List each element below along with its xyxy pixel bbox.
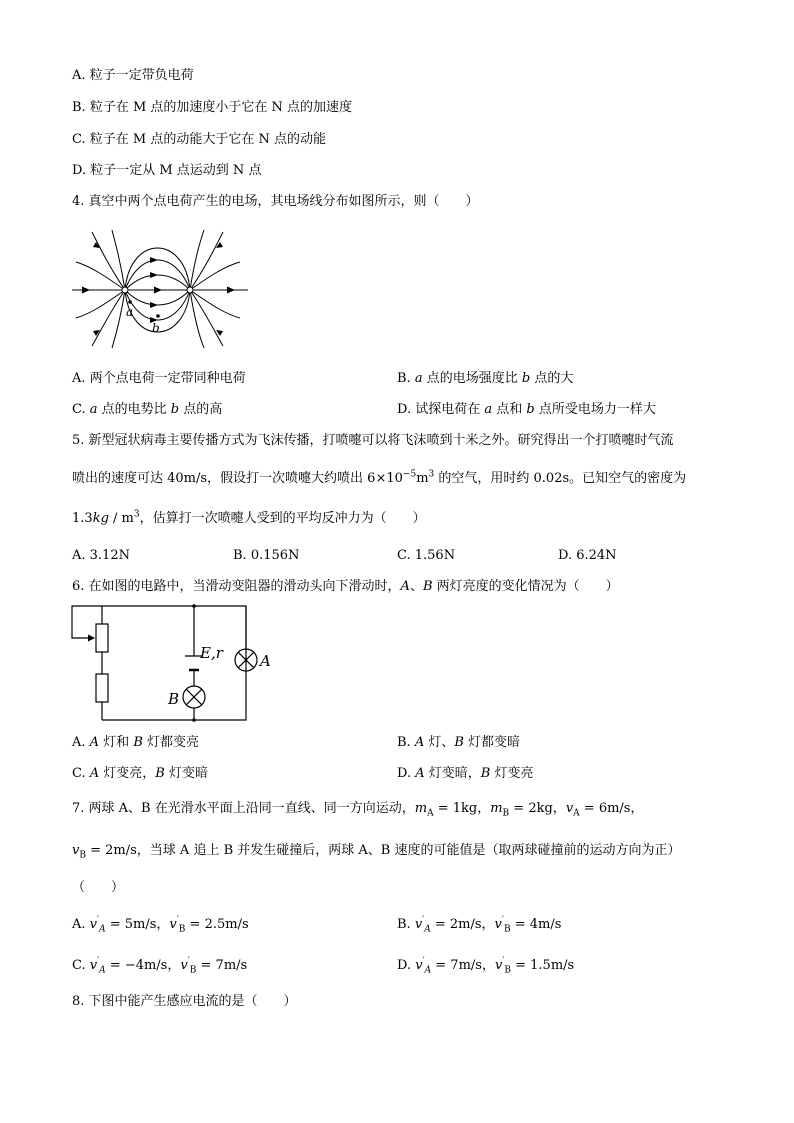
q7-option-a: A. $v'_A = 5m/s$，$v'_B = 2.5m/s$ [72,915,249,935]
q6-label-er: E,r [200,644,223,662]
q4-stem: 4. 真空中两个点电荷产生的电场，其电场线分布如图所示，则（ ） [72,194,479,209]
q6-label-b: B [168,690,180,708]
q6-label-a: A [260,652,271,670]
q7-stem-line2: $v_B = 2m/s$，当球 A 追上 B 并发生碰撞后，两球 A、B 速度的可能值是（取两球碰撞前的运动方向为正） [72,843,681,861]
q3-option-c: C. 粒子在 M 点的动能大于它在 N 点的动能 [72,132,326,147]
q3-option-d: D. 粒子一定从 M 点运动到 N 点 [72,163,262,178]
q4-label-b: b [152,321,160,335]
q7-stem-line1: 7. 两球 A、B 在光滑水平面上沿同一直线、同一方向运动，$m_A = 1kg$，$m_B = 2kg$，$v_A = 6m/s$， [72,801,644,819]
q5-option-a: A. 3.12N [72,548,130,563]
q4-field-line-figure [70,228,250,340]
q7-stem-line3: （ ） [72,880,125,895]
q4-option-b: B. a 点的电场强度比 b 点的大 [397,371,574,386]
q4-option-d: D. 试探电荷在 a 点和 b 点所受电场力一样大 [397,402,656,417]
q7-option-b: B. $v'_A = 2m/s$，$v'_B = 4m/s$ [397,915,562,935]
q6-option-d: D. A 灯变暗，B 灯变亮 [397,766,534,781]
q5-option-c: C. 1.56N [397,548,456,563]
q3-option-b: B. 粒子在 M 点的加速度小于它在 N 点的加速度 [72,100,353,115]
q5-option-d: D. 6.24N [558,548,617,563]
q7-option-d: D. $v'_A = 7m/s$，$v'_B = 1.5m/s$ [397,956,575,976]
q6-option-b: B. A 灯、B 灯都变暗 [397,735,521,750]
q4-label-a: a [126,305,134,319]
q5-stem-line3: $1.3kg / m^3$，估算打一次喷嚏人受到的平均反冲力为（ ） [72,509,426,526]
q3-option-a: A. 粒子一定带负电荷 [72,68,194,83]
q5-option-b: B. 0.156N [233,548,300,563]
q7-option-c: C. $v'_A = -4m/s$，$v'_B = 7m/s$ [72,956,248,976]
q6-circuit-figure [70,604,280,724]
q4-option-a: A. 两个点电荷一定带同种电荷 [72,371,246,386]
q5-stem-line2: 喷出的速度可达 40m/s，假设打一次喷嚏大约喷出 $6\times 10^{-5}m^3$ 的空气，用时约 0.02s。已知空气的密度为 [72,469,687,486]
q6-stem: 6. 在如图的电路中，当滑动变阻器的滑动头向下滑动时，A、B 两灯亮度的变化情况为（ ） [72,579,619,594]
q5-stem-line1: 5. 新型冠状病毒主要传播方式为飞沫传播，打喷嚏可以将飞沫喷到十米之外。研究得出一个打喷嚏时气流 [72,433,674,448]
q6-option-c: C. A 灯变亮，B 灯变暗 [72,766,208,781]
q6-option-a: A. A 灯和 B 灯都变亮 [72,735,200,750]
q4-option-c: C. a 点的电势比 b 点的高 [72,402,223,417]
q8-stem: 8. 下图中能产生感应电流的是（ ） [72,994,297,1009]
